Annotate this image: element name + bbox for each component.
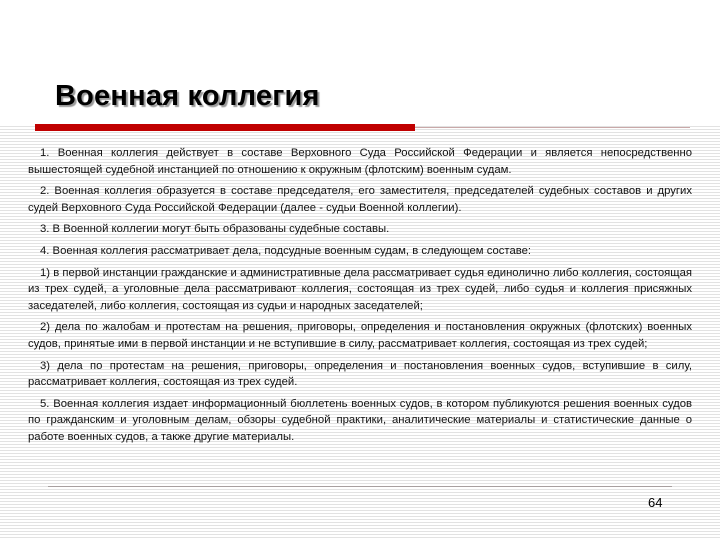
paragraph: 2. Военная коллегия образуется в составе председателя, его заместителя, председателей судебных составов и других судей Верховного Суда Российской Федерации (далее - судьи Военной коллегии). (28, 185, 692, 214)
paragraph: 1) в первой инстанции гражданские и административные дела рассматривает судья единолично либо коллегия, состоящая из трех судей, а уголовные дела рассматривают коллегия, состоящая из трех судей, либо судья и коллегия присяжных заседателей, либо коллегия, состоящая из судьи и народных заседателей; (28, 266, 692, 312)
slide-title: Военная коллегия (55, 80, 320, 112)
paragraph: 3. В Военной коллегии могут быть образованы судебные составы. (40, 223, 390, 236)
footer-divider-line (48, 486, 672, 487)
title-divider-line (415, 127, 690, 128)
page-number: 64 (648, 495, 663, 510)
slide-body (28, 145, 692, 451)
title-accent-bar (35, 124, 415, 131)
paragraph: 2) дела по жалобам и протестам на решения, приговоры, определения и постановления окружных (флотских) военных судов, принятые ими в первой инстанции и не вступившие в силу, рассматривает коллегия, состоящая из трех судей; (28, 321, 692, 350)
paragraph: 1. Военная коллегия действует в составе Верховного Суда Российской Федерации и является непосредственно вышестоящей судебной инстанцией по отношению к окружным (флотским) военным судам. (28, 147, 692, 176)
paragraph: 5. Военная коллегия издает информационный бюллетень военных судов, в котором публикуются решения военных судов по гражданским и уголовным делам, обзоры судебной практики, аналитические материалы и статистические данные о работе военных судов, а также другие материалы. (28, 397, 692, 443)
paragraph: 4. Военная коллегия рассматривает дела, подсудные военным судам, в следующем составе: (40, 244, 532, 257)
paragraph: 3) дела по протестам на решения, приговоры, определения и постановления военных судов, вступившие в силу, рассматривает коллегия, состоящая из трех судей. (28, 359, 692, 389)
